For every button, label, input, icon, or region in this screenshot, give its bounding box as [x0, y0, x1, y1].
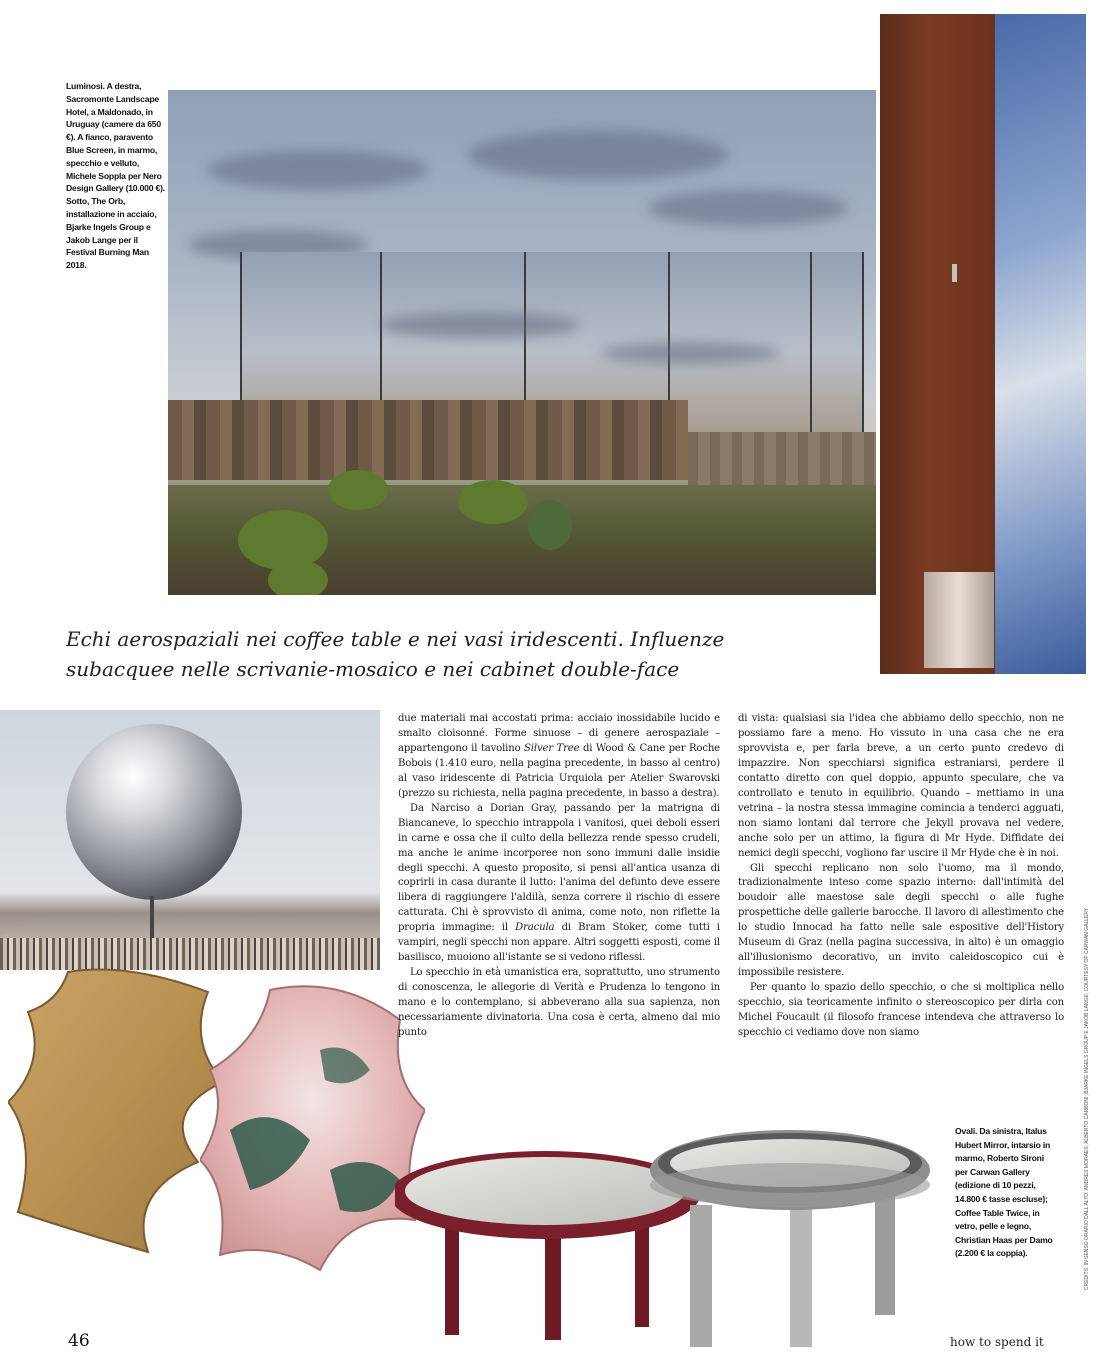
caption-ovali: Ovali. Da sinistra, Italus Hubert Mirror, intarsio in marmo, Roberto Sironi per Carwan Gallery (edizione di 10 pezzi, 14.800 € tasse escluse); Coffee Table Twice, in vetro, pelle e legno, Christian Haas per Damo (2.200 € la coppia).	[955, 1126, 1053, 1259]
hotel-photo	[168, 90, 876, 595]
body-column-2: di vista: qualsiasi sia l'idea che abbiamo dello specchio, non ne possiamo fare a meno. Ho vissuto in una casa che ne era sprovvista e, per farla breve, a un certo punto credevo di impazzire. Non specchiarsi significa estraniarsi, perdere il contatto diretto con quel doppio, appunto speculare, che va controllato e tenuto in equilibrio. Quando – mettiamo in una vetrina – la nostra stessa immagine comincia a tenderci agguati, non siamo lontani dal terrore che Jekyll provava nel vedere, anche solo per un attimo, la figura di Mr Hyde. Diffidate dei nemici degli specchi, vogliono far uscire il Mr Hyde che è in noi. Gli specchi replicano non solo l'uomo, ma il mondo, tradizionalmente inteso come spazio interno: dall'intimità del boudoir alle maestose sale degli specchi o alle fughe prospettiche delle gallerie barocche. Il lavoro di allestimento che lo studio Innocad ha fatto nelle sale espositive dell'History Museum di Graz (nella pagina successiva, in alto) è un omaggio all'illusionismo decorativo, un invito caleidoscopico cui è impossibile resistere. Per quanto lo spazio dello specchio, o che si moltiplica nello specchio, sia teoricamente infinito o stereoscopico per dirla con Michel Foucault (il filosofo francese intendeva che attraverso lo specchio ci vediamo dove non siamo	[738, 713, 1064, 1039]
photo-credits: CREDITS: IN SENSO ORARIO DALL'ALTO: ANDRES MORAES; ALBERTO CARBONI; BJARKE INGELS GROUP E JAKOB LANGE; COURTESY OF CARWAN GALLERY	[1084, 907, 1090, 1290]
coffee-tables-photo	[395, 1125, 955, 1355]
caption-luminosi: Luminosi. A destra, Sacromonte Landscape Hotel, a Maldonado, in Uruguay (camere da 650 €). A fianco, paravento Blue Screen, in marmo, specchio e velluto, Michele Soppla per Nero Design Gallery (10.000 €). Sotto, The Orb, installazione in acciaio, Bjarke Ingels Group e Jakob Lange per il Festival Burning Man 2018.	[66, 81, 165, 271]
page-number: 46	[68, 1331, 90, 1351]
body-column-1: due materiali mai accostati prima: acciaio inossidabile lucido e smalto cloisonné. Forme sinuose – di genere aerospaziale – appartengono il tavolino Silver Tree di Wood & Cane per Roche Bobois (1.410 euro, nella pagina precedente, in basso al centro) al vaso iridescente di Patricia Urquiola per Atelier Swarovski (prezzo su richiesta, nella pagina precedente, in basso a destra). Da Narciso a Dorian Gray, passando per la matrigna di Biancaneve, lo specchio intrappola i vanitosi, quei deboli esseri in carne e ossa che il culto della bellezza rende spesso crudeli, ma anche le anime incorporee non sono immuni dalle insidie degli specchi. A questo proposito, si pensi all'antica usanza di coprirli in casa durante il lutto: l'anima del defunto deve essere libera di raggiungere l'aldilà, senza correre il rischio di essere catturata. Chi è sprovvisto di anima, come noto, non riflette la propria immagine: il Dracula di Bram Stoker, come tutti i vampiri, negli specchi non appare. Altri soggetti esposti, come il basilisco, muoiono all'istante se si vedono riflessi. Lo specchio in età umanistica era, soprattutto, uno strumento di conoscenza, le allegorie di Verità e Prudenza lo tengono in mano e lo contemplano, si abbeverano alla sua sapienza, non necessariamente divinatoria. Una cosa è certa, almeno dal mio punto	[398, 713, 720, 1039]
orb-sphere	[66, 724, 242, 900]
blue-screen-photo	[880, 14, 1086, 674]
magazine-name: how to spend it	[950, 1335, 1044, 1349]
pull-quote: Echi aerospaziali nei coffee table e nei vasi iridescenti. Influenze subacquee nelle scrivanie-mosaico e nei cabinet double-face	[66, 627, 725, 681]
marble-mirror-pink	[200, 980, 425, 1272]
orb-photo	[0, 710, 380, 970]
